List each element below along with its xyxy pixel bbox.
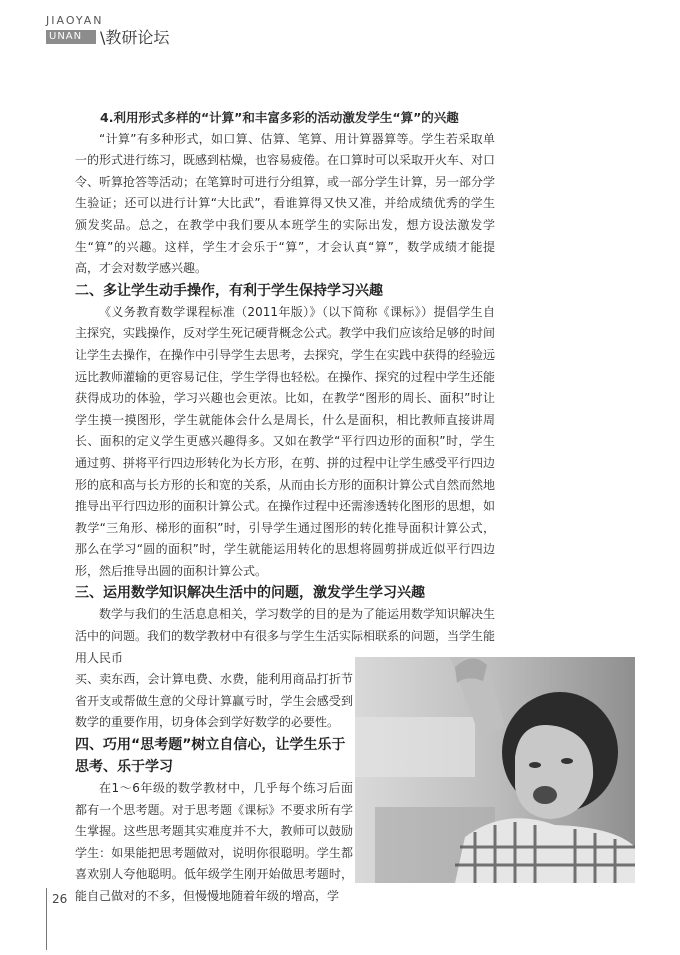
paragraph-thinking-questions: 在1～6年级的数学教材中，几乎每个练习后面都有一个思考题。对于思考题《课标》不要求所有学生掌握。这些思考题其实难度并不大，教师可以鼓励学生：如果能把思考题做对，说明你很聪明。学生都喜欢别人夸他聪明。低年级学生刚开始做思考题时，能自己做对的不多，但慢慢地随着年级的增高，学 — [75, 781, 353, 903]
brand-wordmark: JIAOYAN — [46, 14, 104, 27]
section-4-heading: 四、巧用“思考题”树立自信心，让学生乐于思考、乐于学习 — [75, 737, 346, 776]
section-2-heading: 二、多让学生动手操作，有利于学生保持学习兴趣 — [75, 282, 383, 299]
paragraph-real-life-a: 数学与我们的生活息息相关，学习数学的目的是为了能运用数学知识解决生活中的问题。我们的数学教材中有很多与学生生活实际相联系的问题，当学生能用人民币 — [75, 607, 496, 665]
brand-label-box: UNAN — [46, 30, 96, 44]
sub-heading-4: 4.利用形式多样的“计算”和丰富多彩的活动激发学生“算”的兴趣 — [100, 110, 459, 125]
student-raising-hand-photo — [355, 657, 635, 883]
column-title: \教研论坛 — [100, 28, 170, 47]
paragraph-real-life-b: 买、卖东西，会计算电费、水费，能利用商品打折节省开支或帮做生意的父母计算赢亏时，学生会感受到数学的重要作用，切身体会到学好数学的必要性。 — [75, 672, 353, 730]
footer-rule — [46, 888, 47, 950]
photo-illustration — [355, 657, 635, 883]
paragraph-hands-on: 《义务教育数学课程标准（2011年版）》（以下简称《课标》）提倡学生自主探究，实践操作，反对学生死记硬背概念公式。教学中我们应该给足够的时间让学生去操作，在操作中引导学生去思考，去探究，学生在实践中获得的经验远远比教师灌输的更容易记住，学生学得也轻松。在操作、探究的过程中学生还能获得成功的体验，学习兴趣也会更浓。比如，在教学“图形的周长、面积”时让学生摸一摸图形，学生就能体会什么是周长，什么是面积，相比教师直接讲周长、面积的定义学生更感兴趣得多。又如在教学“平行四边形的面积”时，学生通过剪、拼将平行四边形转化为长方形，在剪、拼的过程中让学生感受平行四边形的底和高与长方形的长和宽的关系，从而由长方形的面积计算公式自然而然地推导出平行四边形的面积计算公式。在操作过程中还需渗透转化图形的思想，如教学“三角形、梯形的面积”时，引导学生通过图形的转化推导面积计算公式，那么在学习“圆的面积”时，学生就能运用转化的思想将圆剪拼成近似平行四边形，然后推导出圆的面积计算公式。 — [75, 304, 496, 578]
paragraph-calculation: “计算”有多种形式，如口算、估算、笔算、用计算器算等。学生若采取单一的形式进行练习，既感到枯燥，也容易疲倦。在口算时可以采取开火车、对口令、听算抢答等活动；在笔算时可进行分组算，或一部分学生计算，另一部分学生验证；还可以进行计算“大比武”，看谁算得又快又准，并给成绩优秀的学生颁发奖品。总之，在教学中我们要从本班学生的实际出发，想方设法激发学生“算”的兴趣。这样，学生才会乐于“算”，才会认真“算”，数学成绩才能提高，才会对数学感兴趣。 — [75, 131, 496, 276]
page-number: 26 — [52, 892, 68, 906]
section-3-heading: 三、运用数学知识解决生活中的问题，激发学生学习兴趣 — [75, 585, 425, 602]
